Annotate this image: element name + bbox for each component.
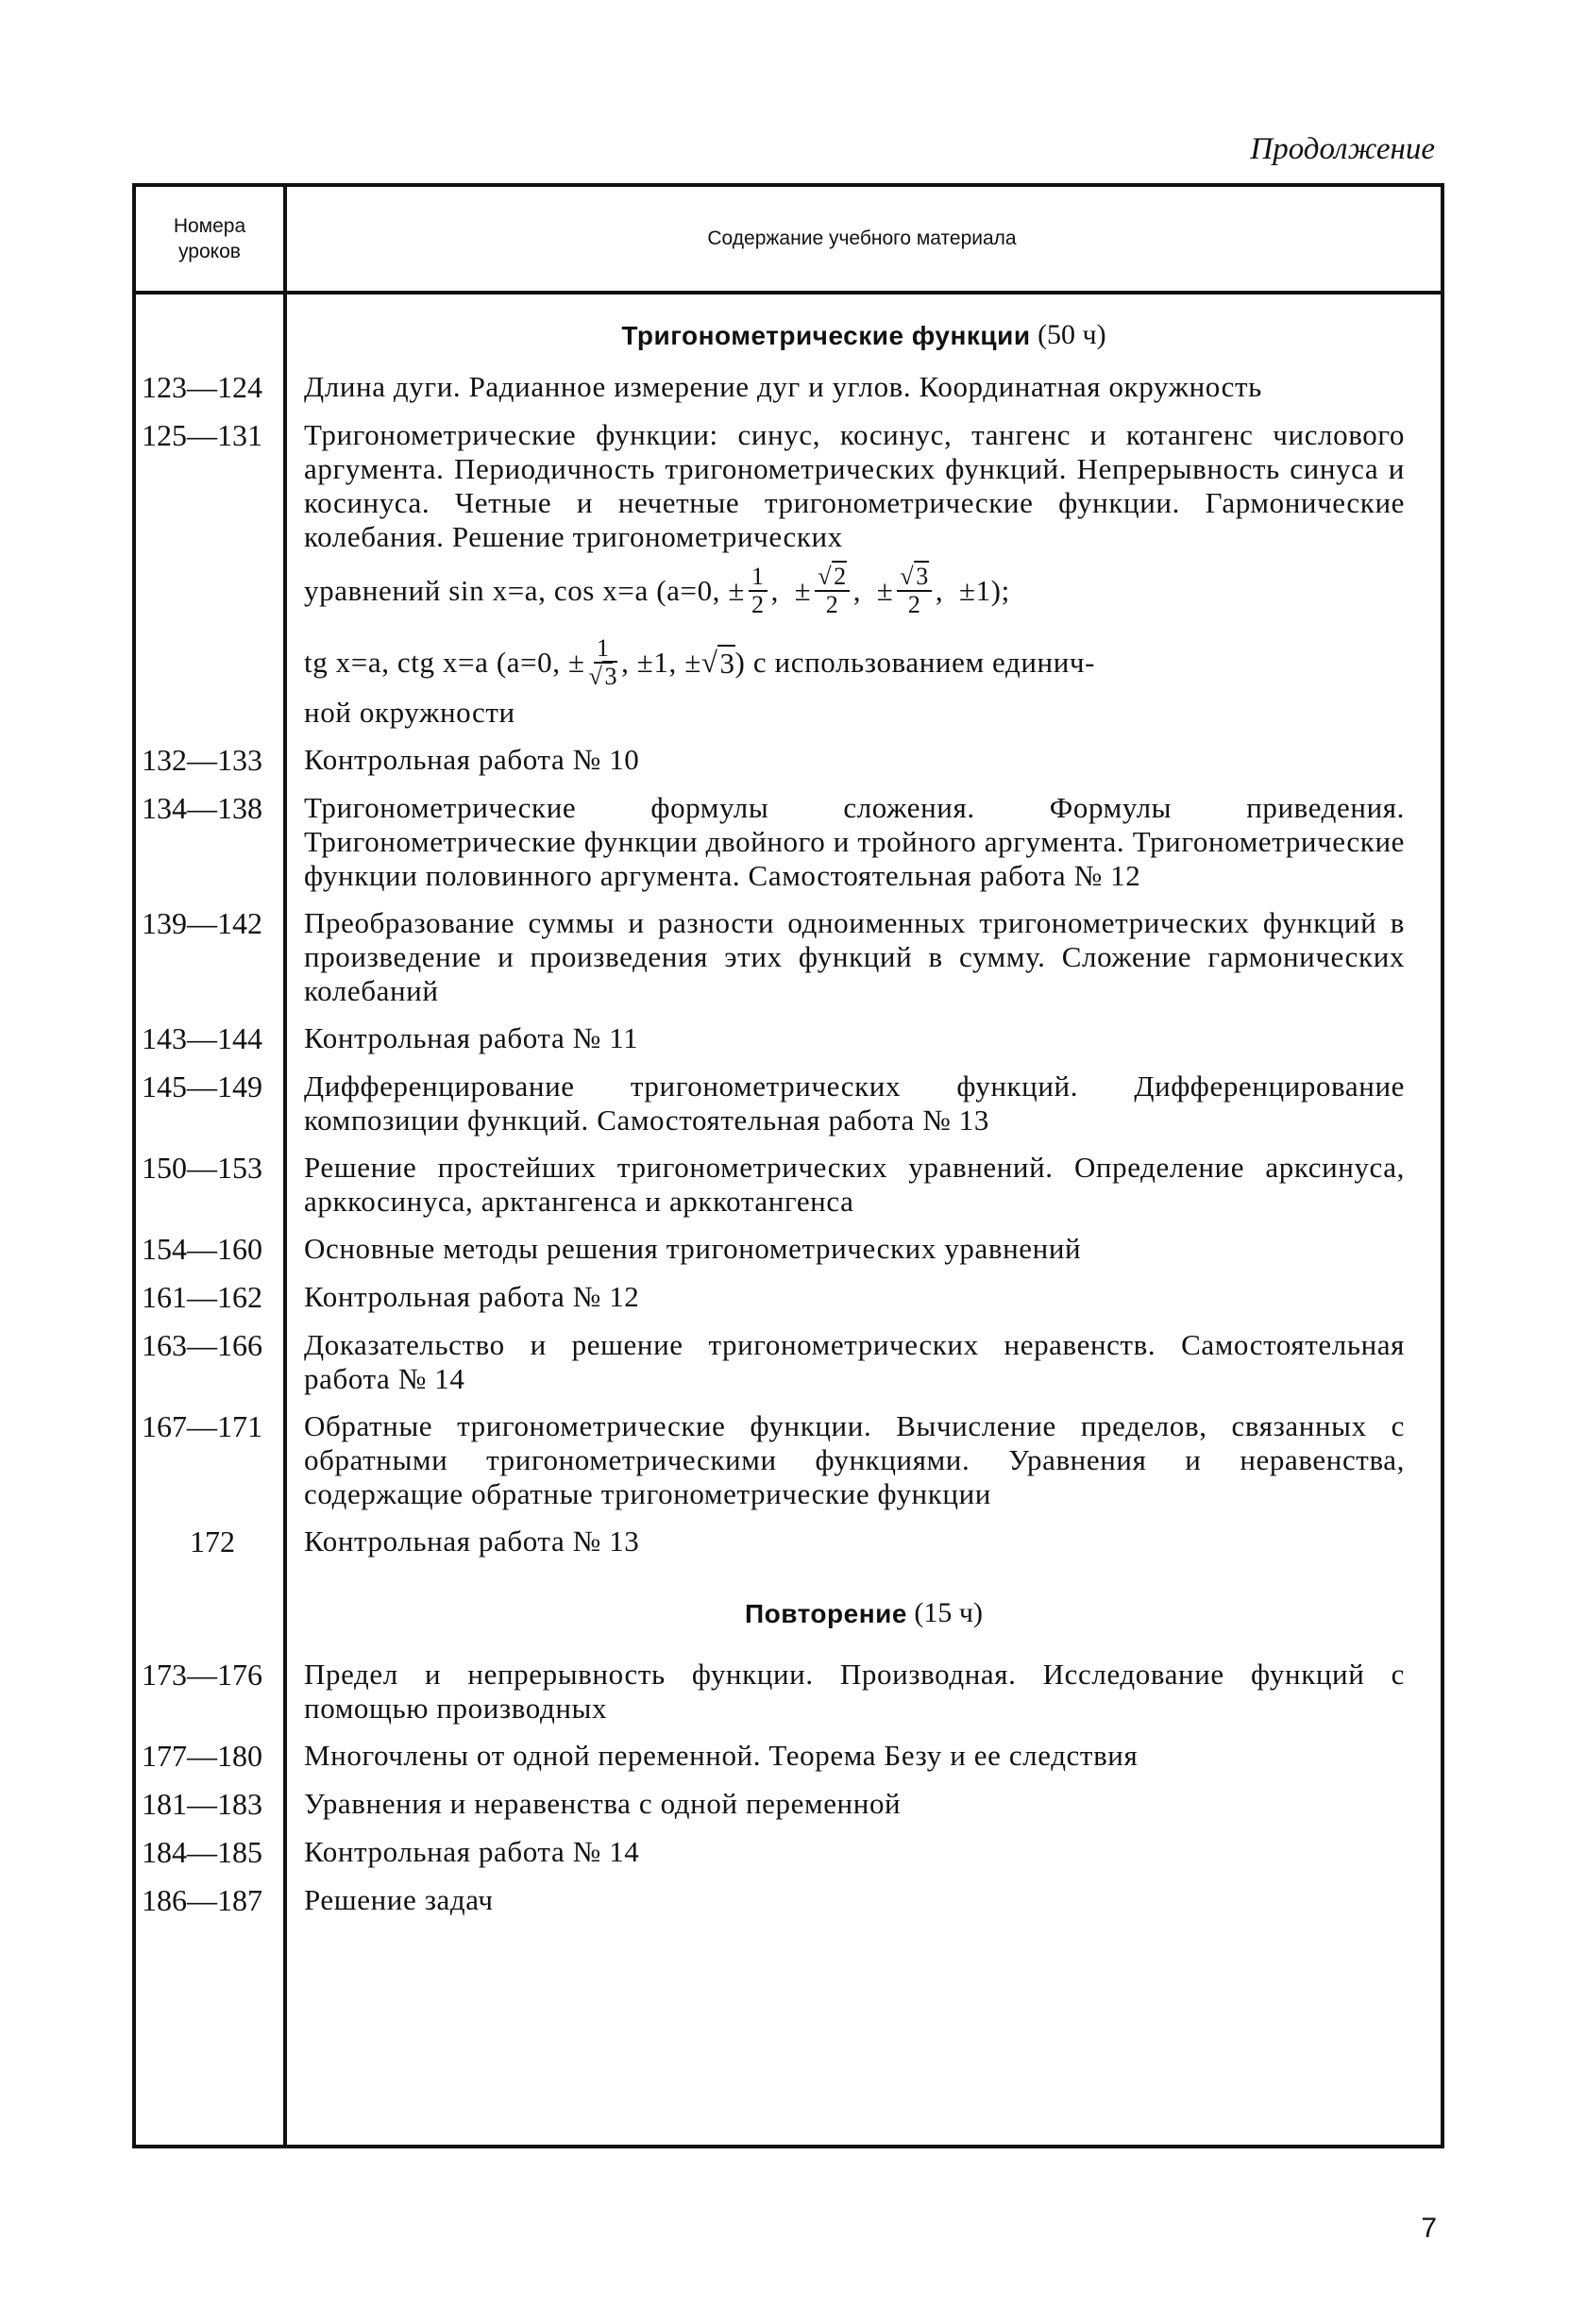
lesson-content: Контрольная работа № 14	[304, 1835, 640, 1868]
table-row	[136, 1021, 1441, 1056]
lesson-number: 177—180	[142, 1739, 262, 1773]
header-lesson-numbers: Номера уроков	[173, 214, 246, 262]
formula-line-1: уравнений sin x=a, cos x=a (a=0, ± $\frac{1}{2}$ , ± $\frac{√2}{2}$ , ± $\frac{√3}{2}$ , ±1);	[304, 563, 1010, 618]
table-row	[136, 791, 1441, 893]
lesson-number: 167—171	[142, 1409, 262, 1443]
lesson-content: Длина дуги. Радианное измерение дуг и углов. Координатная окружность	[304, 370, 1262, 403]
formula-line-2: tg x=a, ctg x=a (a=0, ± $\frac{1}{√3}$ , ±1, ±√ 3 ) с использованием единич-	[304, 634, 1096, 690]
lesson-number: 181—183	[142, 1787, 262, 1821]
lesson-content: Многочлены от одной переменной. Теорема Безу и ее следствия	[304, 1739, 1139, 1772]
lesson-content: Обратные тригонометрические функции. Вычисление пределов, связанных с обратными тригонометрическими функциями. Уравнения и неравенства, содержащие обратные тригонометрические функции	[304, 1409, 1405, 1510]
lesson-content: Основные методы решения тригонометрических уравнений	[304, 1232, 1082, 1265]
table-row	[136, 1883, 1441, 1918]
lesson-content: Уравнения и неравенства с одной переменной	[304, 1787, 902, 1820]
table-row	[136, 1524, 1441, 1559]
lesson-content: Решение простейших тригонометрических уравнений. Определение арксинуса, арккосинуса, арктангенса и арккотангенса	[304, 1151, 1405, 1218]
lesson-number: 173—176	[142, 1658, 262, 1692]
section-title-review: Повторение (15 ч)	[745, 1597, 983, 1628]
lesson-content: Решение задач	[304, 1883, 494, 1916]
table-row	[136, 1151, 1441, 1219]
section-title-trig: Тригонометрические функции (50 ч)	[621, 319, 1106, 350]
lesson-number: 186—187	[142, 1883, 262, 1917]
lesson-number: 143—144	[142, 1021, 262, 1055]
table-row	[136, 1658, 1441, 1726]
table-row	[136, 1409, 1441, 1511]
table-row	[136, 1280, 1441, 1315]
table-row	[136, 370, 1441, 405]
table-row	[136, 1787, 1441, 1822]
table-row	[136, 1232, 1441, 1267]
lesson-number: 184—185	[142, 1835, 262, 1869]
lesson-number: 132—133	[142, 743, 262, 777]
lesson-content: Преобразование суммы и разности одноименных тригонометрических функций в произведение и произведения этих функций в сумму. Сложение гармонических колебаний	[304, 906, 1405, 1007]
lesson-content: Контрольная работа № 13	[304, 1524, 640, 1558]
table-row	[136, 1328, 1441, 1396]
table-row	[136, 1835, 1441, 1870]
table-body	[136, 295, 1441, 1918]
lesson-number: 134—138	[142, 791, 262, 825]
lesson-content: Тригонометрические формулы сложения. Формулы приведения. Тригонометрические функции двойного и тройного аргумента. Тригонометрические функции половинного аргумента. Самостоятельная работа № 12	[304, 791, 1405, 892]
lesson-number: 154—160	[142, 1232, 262, 1266]
lesson-content: Тригонометрические функции: синус, косинус, тангенс и котангенс числового аргумента. Периодичность тригонометрических функций. Непрерывность синуса и косинуса. Четные и нечетные тригонометрические функции. Гармонические колебания. Решение тригонометрических уравнений sin x=a, cos x=a (a=0, ± $\frac{1}{2}$ , ± $\frac{√2}{2}$ , ± $\frac{√3}{2}$ , ±1); tg x=a, ctg x=a (a=0, ± $\frac{1}{√3}$ , ±1, ±√ 3 ) с использованием единич- ной окружности	[304, 418, 1405, 729]
lesson-content: Контрольная работа № 12	[304, 1280, 640, 1313]
lesson-number: 125—131	[142, 418, 262, 452]
table-row	[136, 743, 1441, 778]
table-row	[136, 906, 1441, 1008]
lesson-number: 123—124	[142, 370, 262, 404]
lesson-number: 172	[190, 1524, 235, 1558]
table-row	[136, 418, 1441, 730]
lesson-content: Контрольная работа № 11	[304, 1021, 639, 1054]
lesson-content: Контрольная работа № 10	[304, 743, 640, 776]
table-row	[136, 1739, 1441, 1774]
continuation-label: Продолжение	[1250, 132, 1435, 166]
header-content: Содержание учебного материала	[707, 227, 1017, 249]
table-header	[136, 187, 1441, 295]
curriculum-table	[132, 183, 1444, 2148]
lesson-number: 145—149	[142, 1069, 262, 1103]
lesson-content: Доказательство и решение тригонометрических неравенств. Самостоятельная работа № 14	[304, 1328, 1405, 1395]
table-row	[136, 1069, 1441, 1137]
lesson-number: 163—166	[142, 1328, 262, 1362]
lesson-number: 150—153	[142, 1151, 262, 1185]
lesson-number: 139—142	[142, 906, 262, 940]
lesson-content: Предел и непрерывность функции. Производная. Исследование функций с помощью производных	[304, 1658, 1405, 1725]
lesson-number: 161—162	[142, 1280, 262, 1314]
lesson-content: Дифференцирование тригонометрических функций. Дифференцирование композиции функций. Самостоятельная работа № 13	[304, 1069, 1405, 1137]
page-number: 7	[1421, 2213, 1437, 2244]
